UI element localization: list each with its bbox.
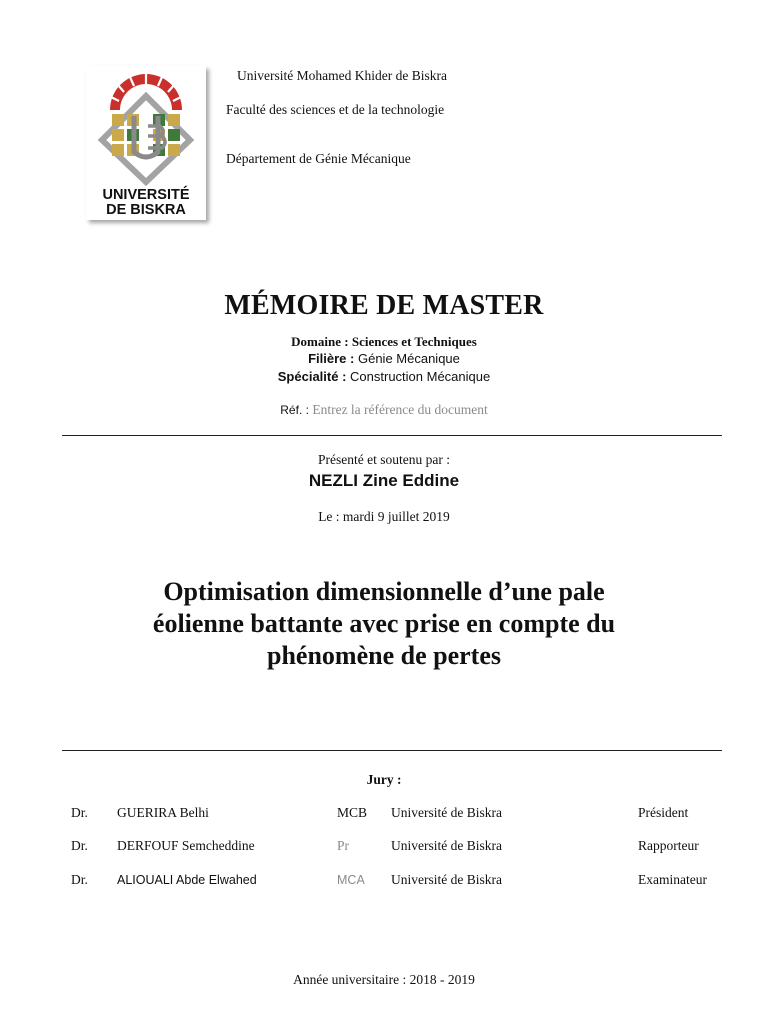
domain-value: Sciences et Techniques — [351, 334, 477, 349]
jury-institution: Université de Biskra — [391, 838, 502, 853]
field-label: Filière : — [308, 351, 355, 366]
university-name: Université Mohamed Khider de Biskra — [237, 68, 447, 83]
jury-grade: Pr — [337, 838, 350, 853]
faculty-name: Faculté des sciences et de la technologie — [226, 102, 445, 117]
jury-grade: MCA — [337, 873, 365, 887]
jury-title: Dr. — [71, 805, 88, 820]
document-type-title: MÉMOIRE DE MASTER — [224, 290, 544, 321]
author-name: NEZLI Zine Eddine — [308, 471, 460, 490]
thesis-title-line1: Optimisation dimensionnelle d’une pale — [163, 577, 605, 606]
reference-line — [0, 402, 768, 418]
jury-title: Dr. — [71, 838, 88, 853]
bottom-divider — [62, 750, 722, 751]
university-logo — [86, 66, 206, 220]
specialty-value: Construction Mécanique — [350, 369, 491, 384]
reference-label: Réf. : — [280, 403, 309, 417]
presented-by-label: Présenté et soutenu par : — [318, 452, 450, 467]
field-value: Génie Mécanique — [357, 351, 460, 366]
jury-name: GUERIRA Belhi — [117, 805, 209, 820]
jury-name: DERFOUF Semcheddine — [117, 838, 255, 853]
specialty-line — [0, 369, 768, 384]
jury-heading: Jury : — [366, 772, 402, 787]
top-divider — [62, 435, 722, 436]
reference-field[interactable]: Entrez la référence du document — [312, 402, 488, 417]
field-line — [0, 351, 768, 366]
thesis-title-line2: éolienne battante avec prise en compte du — [152, 609, 616, 638]
defense-date: Le : mardi 9 juillet 2019 — [318, 509, 450, 524]
jury-role: Rapporteur — [638, 838, 699, 853]
academic-year: Année universitaire : 2018 - 2019 — [293, 972, 475, 987]
jury-grade: MCB — [337, 805, 368, 820]
jury-role: Président — [638, 805, 689, 820]
jury-institution: Université de Biskra — [391, 872, 502, 887]
jury-title: Dr. — [71, 872, 88, 887]
department-name: Département de Génie Mécanique — [226, 151, 411, 166]
logo-emblem-icon — [86, 70, 206, 186]
domain-line — [0, 334, 768, 350]
jury-institution: Université de Biskra — [391, 805, 502, 820]
logo-line1: UNIVERSITÉ — [102, 187, 190, 203]
thesis-title-line3: phénomène de pertes — [267, 641, 501, 670]
jury-name: ALIOUALI Abde Elwahed — [117, 873, 257, 887]
specialty-label: Spécialité : — [277, 369, 347, 384]
domain-label: Domaine : — [291, 334, 349, 349]
jury-role: Examinateur — [638, 872, 707, 887]
logo-line2: DE BISKRA — [106, 202, 186, 218]
thesis-title — [84, 576, 684, 672]
